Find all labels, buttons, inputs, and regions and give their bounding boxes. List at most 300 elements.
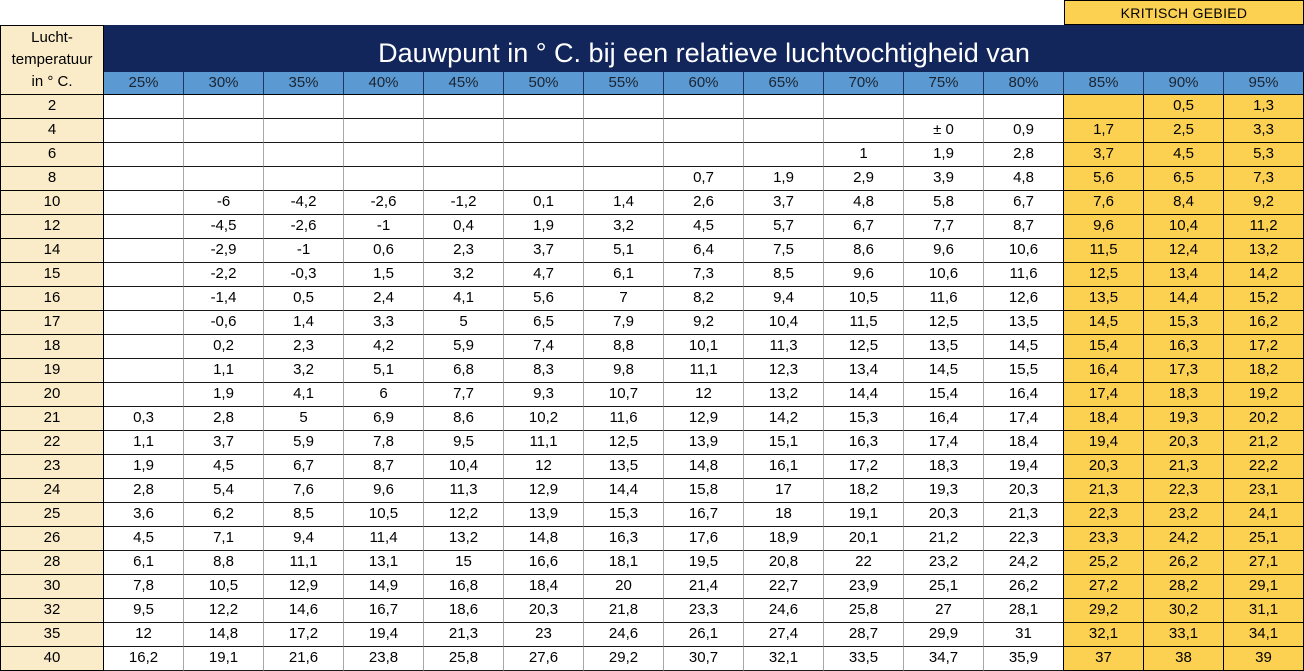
dewpoint-cell[interactable]: -4,2 (264, 191, 344, 215)
temp-row-header[interactable]: 18 (0, 335, 104, 359)
dewpoint-cell[interactable]: 2,3 (264, 335, 344, 359)
dewpoint-cell[interactable]: 16,3 (824, 431, 904, 455)
temp-row-header[interactable]: 17 (0, 311, 104, 335)
dewpoint-cell[interactable] (664, 95, 744, 119)
dewpoint-cell[interactable]: 7,9 (584, 311, 664, 335)
dewpoint-cell[interactable] (504, 119, 584, 143)
dewpoint-cell[interactable]: 12 (504, 455, 584, 479)
temp-row-header[interactable]: 21 (0, 407, 104, 431)
dewpoint-cell[interactable]: 21,3 (424, 623, 504, 647)
dewpoint-cell[interactable]: 30,7 (664, 647, 744, 671)
dewpoint-cell[interactable]: 0,6 (344, 239, 424, 263)
dewpoint-cell[interactable]: 3,3 (344, 311, 424, 335)
dewpoint-cell[interactable]: 17,4 (904, 431, 984, 455)
dewpoint-cell[interactable]: 15,3 (1144, 311, 1224, 335)
dewpoint-cell[interactable]: 32,1 (744, 647, 824, 671)
temp-row-header[interactable]: 22 (0, 431, 104, 455)
dewpoint-cell[interactable]: 21,3 (1144, 455, 1224, 479)
dewpoint-cell[interactable]: 12,6 (984, 287, 1064, 311)
dewpoint-cell[interactable]: 4,5 (664, 215, 744, 239)
dewpoint-cell[interactable]: 21,2 (904, 527, 984, 551)
dewpoint-cell[interactable]: 16,2 (1224, 311, 1304, 335)
dewpoint-cell[interactable]: 5,7 (744, 215, 824, 239)
dewpoint-cell[interactable] (424, 95, 504, 119)
dewpoint-cell[interactable]: 4,5 (104, 527, 184, 551)
dewpoint-cell[interactable]: -0,3 (264, 263, 344, 287)
temp-row-header[interactable]: 8 (0, 167, 104, 191)
dewpoint-cell[interactable]: 12,5 (904, 311, 984, 335)
dewpoint-cell[interactable]: 1,1 (104, 431, 184, 455)
dewpoint-cell[interactable]: 23,3 (664, 599, 744, 623)
dewpoint-cell[interactable]: 6,1 (104, 551, 184, 575)
dewpoint-cell[interactable]: 20,8 (744, 551, 824, 575)
dewpoint-cell[interactable] (104, 287, 184, 311)
temp-row-header[interactable]: 15 (0, 263, 104, 287)
dewpoint-cell[interactable]: 19,4 (1064, 431, 1144, 455)
dewpoint-cell[interactable]: 19,2 (1224, 383, 1304, 407)
dewpoint-cell[interactable]: 19,3 (904, 479, 984, 503)
dewpoint-cell[interactable]: 23,9 (824, 575, 904, 599)
dewpoint-cell[interactable]: 18,1 (584, 551, 664, 575)
dewpoint-cell[interactable]: 5,6 (504, 287, 584, 311)
dewpoint-cell[interactable]: 4,7 (504, 263, 584, 287)
dewpoint-cell[interactable]: 14,4 (1144, 287, 1224, 311)
dewpoint-cell[interactable]: 16,3 (584, 527, 664, 551)
dewpoint-cell[interactable]: 4,1 (424, 287, 504, 311)
dewpoint-cell[interactable]: 7,3 (1224, 167, 1304, 191)
dewpoint-cell[interactable] (344, 95, 424, 119)
dewpoint-cell[interactable]: 0,5 (264, 287, 344, 311)
dewpoint-cell[interactable]: 12,5 (824, 335, 904, 359)
dewpoint-cell[interactable] (984, 95, 1064, 119)
dewpoint-cell[interactable]: 3,2 (264, 359, 344, 383)
dewpoint-cell[interactable]: 10,4 (744, 311, 824, 335)
dewpoint-cell[interactable]: 10,4 (1144, 215, 1224, 239)
dewpoint-cell[interactable]: 8,7 (984, 215, 1064, 239)
dewpoint-cell[interactable]: 1,9 (504, 215, 584, 239)
dewpoint-cell[interactable]: 9,5 (104, 599, 184, 623)
dewpoint-cell[interactable] (104, 95, 184, 119)
dewpoint-cell[interactable]: -2,2 (184, 263, 264, 287)
dewpoint-cell[interactable]: 1,1 (184, 359, 264, 383)
dewpoint-cell[interactable]: 18,2 (1224, 359, 1304, 383)
dewpoint-cell[interactable]: 4,5 (184, 455, 264, 479)
dewpoint-cell[interactable]: 20,3 (984, 479, 1064, 503)
dewpoint-cell[interactable]: 37 (1064, 647, 1144, 671)
dewpoint-cell[interactable]: 8,3 (504, 359, 584, 383)
dewpoint-cell[interactable]: 16,6 (504, 551, 584, 575)
dewpoint-cell[interactable]: 18,4 (984, 431, 1064, 455)
dewpoint-cell[interactable]: 11,1 (504, 431, 584, 455)
dewpoint-cell[interactable]: 8,7 (344, 455, 424, 479)
dewpoint-cell[interactable]: 10,5 (824, 287, 904, 311)
dewpoint-cell[interactable]: 24,6 (584, 623, 664, 647)
temp-row-header[interactable]: 16 (0, 287, 104, 311)
dewpoint-cell[interactable]: -1 (264, 239, 344, 263)
dewpoint-cell[interactable]: 9,4 (744, 287, 824, 311)
dewpoint-cell[interactable]: 5,1 (584, 239, 664, 263)
dewpoint-cell[interactable]: 6,4 (664, 239, 744, 263)
dewpoint-cell[interactable]: 27 (904, 599, 984, 623)
dewpoint-cell[interactable]: 20,3 (1064, 455, 1144, 479)
temp-row-header[interactable]: 10 (0, 191, 104, 215)
dewpoint-cell[interactable] (1064, 95, 1144, 119)
dewpoint-cell[interactable] (424, 167, 504, 191)
dewpoint-cell[interactable]: 27,1 (1224, 551, 1304, 575)
dewpoint-cell[interactable]: 7,1 (184, 527, 264, 551)
dewpoint-cell[interactable]: 15,1 (744, 431, 824, 455)
dewpoint-cell[interactable]: 8,8 (584, 335, 664, 359)
dewpoint-cell[interactable] (104, 191, 184, 215)
dewpoint-cell[interactable]: 9,2 (1224, 191, 1304, 215)
dewpoint-cell[interactable]: 4,8 (824, 191, 904, 215)
dewpoint-cell[interactable]: 19,4 (984, 455, 1064, 479)
dewpoint-cell[interactable] (104, 335, 184, 359)
dewpoint-cell[interactable]: 3,7 (184, 431, 264, 455)
dewpoint-cell[interactable]: 1,7 (1064, 119, 1144, 143)
dewpoint-cell[interactable] (344, 143, 424, 167)
dewpoint-cell[interactable] (184, 167, 264, 191)
dewpoint-cell[interactable]: 27,6 (504, 647, 584, 671)
dewpoint-cell[interactable]: 33,5 (824, 647, 904, 671)
dewpoint-cell[interactable]: 7,4 (504, 335, 584, 359)
dewpoint-cell[interactable]: 9,4 (264, 527, 344, 551)
dewpoint-cell[interactable]: 11,3 (424, 479, 504, 503)
dewpoint-cell[interactable]: -2,6 (344, 191, 424, 215)
dewpoint-cell[interactable]: 13,9 (664, 431, 744, 455)
dewpoint-cell[interactable]: 28,2 (1144, 575, 1224, 599)
dewpoint-cell[interactable]: 13,5 (984, 311, 1064, 335)
dewpoint-cell[interactable]: 0,2 (184, 335, 264, 359)
dewpoint-cell[interactable]: 14,2 (744, 407, 824, 431)
dewpoint-cell[interactable]: 10,6 (904, 263, 984, 287)
temp-row-header[interactable]: 32 (0, 599, 104, 623)
dewpoint-cell[interactable]: 12,4 (1144, 239, 1224, 263)
temp-row-header[interactable]: 28 (0, 551, 104, 575)
dewpoint-cell[interactable]: 0,3 (104, 407, 184, 431)
dewpoint-cell[interactable]: 26,2 (984, 575, 1064, 599)
dewpoint-cell[interactable]: 10,6 (984, 239, 1064, 263)
dewpoint-cell[interactable]: 13,5 (584, 455, 664, 479)
dewpoint-cell[interactable]: 23,8 (344, 647, 424, 671)
dewpoint-cell[interactable]: 27,2 (1064, 575, 1144, 599)
dewpoint-cell[interactable]: 6,1 (584, 263, 664, 287)
dewpoint-cell[interactable]: 18,3 (1144, 383, 1224, 407)
dewpoint-cell[interactable] (584, 143, 664, 167)
dewpoint-cell[interactable]: 16,4 (1064, 359, 1144, 383)
dewpoint-cell[interactable] (104, 215, 184, 239)
dewpoint-cell[interactable]: 2,9 (824, 167, 904, 191)
dewpoint-cell[interactable]: 25,2 (1064, 551, 1144, 575)
dewpoint-cell[interactable]: 3,7 (1064, 143, 1144, 167)
dewpoint-cell[interactable]: 12,2 (184, 599, 264, 623)
dewpoint-cell[interactable]: 4,5 (1144, 143, 1224, 167)
dewpoint-cell[interactable]: 38 (1144, 647, 1224, 671)
dewpoint-cell[interactable]: 9,5 (424, 431, 504, 455)
dewpoint-cell[interactable]: 11,1 (664, 359, 744, 383)
dewpoint-cell[interactable]: 9,6 (824, 263, 904, 287)
temp-row-header[interactable]: 23 (0, 455, 104, 479)
dewpoint-cell[interactable] (424, 119, 504, 143)
dewpoint-cell[interactable]: 11,1 (264, 551, 344, 575)
dewpoint-cell[interactable]: 17,3 (1144, 359, 1224, 383)
dewpoint-cell[interactable]: 31 (984, 623, 1064, 647)
dewpoint-cell[interactable]: 10,5 (184, 575, 264, 599)
dewpoint-cell[interactable]: 12,9 (264, 575, 344, 599)
dewpoint-cell[interactable]: 39 (1224, 647, 1304, 671)
dewpoint-cell[interactable]: 27,4 (744, 623, 824, 647)
dewpoint-cell[interactable] (424, 143, 504, 167)
dewpoint-cell[interactable] (104, 119, 184, 143)
dewpoint-cell[interactable]: 22,3 (1144, 479, 1224, 503)
dewpoint-cell[interactable]: 14,8 (184, 623, 264, 647)
dewpoint-cell[interactable]: 16,7 (664, 503, 744, 527)
dewpoint-cell[interactable]: 28,1 (984, 599, 1064, 623)
dewpoint-cell[interactable]: 21,6 (264, 647, 344, 671)
dewpoint-cell[interactable]: 1,9 (184, 383, 264, 407)
dewpoint-cell[interactable]: 33,1 (1144, 623, 1224, 647)
dewpoint-cell[interactable]: 5,9 (264, 431, 344, 455)
dewpoint-cell[interactable]: 16,4 (904, 407, 984, 431)
dewpoint-cell[interactable]: 3,7 (504, 239, 584, 263)
temp-row-header[interactable]: 12 (0, 215, 104, 239)
dewpoint-cell[interactable]: 12 (104, 623, 184, 647)
dewpoint-cell[interactable]: 13,2 (1224, 239, 1304, 263)
dewpoint-cell[interactable]: 3,3 (1224, 119, 1304, 143)
dewpoint-cell[interactable]: 10,5 (344, 503, 424, 527)
dewpoint-cell[interactable]: -4,5 (184, 215, 264, 239)
dewpoint-cell[interactable]: 31,1 (1224, 599, 1304, 623)
dewpoint-cell[interactable] (344, 167, 424, 191)
dewpoint-cell[interactable] (664, 143, 744, 167)
dewpoint-cell[interactable] (264, 143, 344, 167)
dewpoint-cell[interactable]: 10,1 (664, 335, 744, 359)
dewpoint-cell[interactable]: 21,8 (584, 599, 664, 623)
dewpoint-cell[interactable]: 24,1 (1224, 503, 1304, 527)
dewpoint-cell[interactable] (824, 119, 904, 143)
dewpoint-cell[interactable] (824, 95, 904, 119)
dewpoint-cell[interactable] (104, 143, 184, 167)
dewpoint-cell[interactable]: 12,5 (584, 431, 664, 455)
dewpoint-cell[interactable]: 0,4 (424, 215, 504, 239)
dewpoint-cell[interactable]: 5 (264, 407, 344, 431)
dewpoint-cell[interactable]: 6,5 (1144, 167, 1224, 191)
dewpoint-cell[interactable]: 15,3 (824, 407, 904, 431)
dewpoint-cell[interactable]: 16,7 (344, 599, 424, 623)
dewpoint-cell[interactable]: 4,2 (344, 335, 424, 359)
temp-row-header[interactable]: 24 (0, 479, 104, 503)
dewpoint-cell[interactable]: 20 (584, 575, 664, 599)
dewpoint-cell[interactable] (504, 95, 584, 119)
dewpoint-cell[interactable]: 16,2 (104, 647, 184, 671)
dewpoint-cell[interactable] (264, 95, 344, 119)
dewpoint-cell[interactable]: 13,4 (824, 359, 904, 383)
dewpoint-cell[interactable]: 23 (504, 623, 584, 647)
dewpoint-cell[interactable] (584, 167, 664, 191)
dewpoint-cell[interactable]: 13,1 (344, 551, 424, 575)
dewpoint-cell[interactable]: -1,2 (424, 191, 504, 215)
dewpoint-cell[interactable]: 14,9 (344, 575, 424, 599)
dewpoint-cell[interactable]: 6 (344, 383, 424, 407)
dewpoint-cell[interactable]: 15 (424, 551, 504, 575)
dewpoint-cell[interactable]: 1,5 (344, 263, 424, 287)
dewpoint-cell[interactable]: 25,8 (824, 599, 904, 623)
dewpoint-cell[interactable]: 0,9 (984, 119, 1064, 143)
dewpoint-cell[interactable]: 8,5 (744, 263, 824, 287)
dewpoint-cell[interactable]: 8,2 (664, 287, 744, 311)
dewpoint-cell[interactable]: -0,6 (184, 311, 264, 335)
dewpoint-cell[interactable]: 3,9 (904, 167, 984, 191)
dewpoint-cell[interactable]: 25,1 (904, 575, 984, 599)
dewpoint-cell[interactable] (104, 359, 184, 383)
dewpoint-cell[interactable]: 0,7 (664, 167, 744, 191)
dewpoint-cell[interactable]: 5 (424, 311, 504, 335)
dewpoint-cell[interactable]: 17,6 (664, 527, 744, 551)
dewpoint-cell[interactable]: 1,9 (904, 143, 984, 167)
dewpoint-cell[interactable]: 19,4 (344, 623, 424, 647)
dewpoint-cell[interactable]: 6,7 (984, 191, 1064, 215)
dewpoint-cell[interactable]: 24,2 (1144, 527, 1224, 551)
dewpoint-cell[interactable]: 6,5 (504, 311, 584, 335)
temp-row-header[interactable]: 19 (0, 359, 104, 383)
dewpoint-cell[interactable]: 16,8 (424, 575, 504, 599)
dewpoint-cell[interactable]: 1,4 (264, 311, 344, 335)
dewpoint-cell[interactable]: 11,2 (1224, 215, 1304, 239)
dewpoint-cell[interactable] (904, 95, 984, 119)
dewpoint-cell[interactable]: 2,3 (424, 239, 504, 263)
dewpoint-cell[interactable] (184, 119, 264, 143)
dewpoint-cell[interactable]: 26,2 (1144, 551, 1224, 575)
dewpoint-cell[interactable] (104, 263, 184, 287)
dewpoint-cell[interactable]: 15,5 (984, 359, 1064, 383)
dewpoint-cell[interactable]: 14,6 (264, 599, 344, 623)
dewpoint-cell[interactable]: 18,4 (1064, 407, 1144, 431)
dewpoint-cell[interactable]: 10,4 (424, 455, 504, 479)
temp-row-header[interactable]: 14 (0, 239, 104, 263)
dewpoint-cell[interactable]: 23,3 (1064, 527, 1144, 551)
dewpoint-cell[interactable]: 7,6 (1064, 191, 1144, 215)
dewpoint-cell[interactable]: 2,8 (984, 143, 1064, 167)
dewpoint-cell[interactable]: 11,5 (1064, 239, 1144, 263)
dewpoint-cell[interactable]: 8,5 (264, 503, 344, 527)
dewpoint-cell[interactable]: 6,8 (424, 359, 504, 383)
dewpoint-cell[interactable]: 11,6 (584, 407, 664, 431)
dewpoint-cell[interactable] (584, 119, 664, 143)
dewpoint-cell[interactable]: 18,6 (424, 599, 504, 623)
dewpoint-cell[interactable]: 2,5 (1144, 119, 1224, 143)
dewpoint-cell[interactable]: -1,4 (184, 287, 264, 311)
dewpoint-cell[interactable]: 5,6 (1064, 167, 1144, 191)
dewpoint-cell[interactable]: 18,9 (744, 527, 824, 551)
temp-row-header[interactable]: 2 (0, 95, 104, 119)
dewpoint-cell[interactable]: 20,1 (824, 527, 904, 551)
dewpoint-cell[interactable]: 14,8 (664, 455, 744, 479)
dewpoint-cell[interactable]: 19,5 (664, 551, 744, 575)
dewpoint-cell[interactable]: 10,7 (584, 383, 664, 407)
dewpoint-cell[interactable]: 21,3 (984, 503, 1064, 527)
dewpoint-cell[interactable]: 18 (744, 503, 824, 527)
dewpoint-cell[interactable]: 22,3 (1064, 503, 1144, 527)
dewpoint-cell[interactable]: 12,2 (424, 503, 504, 527)
dewpoint-cell[interactable] (264, 119, 344, 143)
dewpoint-cell[interactable]: 20,3 (504, 599, 584, 623)
dewpoint-cell[interactable]: 8,6 (824, 239, 904, 263)
dewpoint-cell[interactable]: 1,4 (584, 191, 664, 215)
dewpoint-cell[interactable]: 4,8 (984, 167, 1064, 191)
dewpoint-cell[interactable] (744, 119, 824, 143)
dewpoint-cell[interactable]: 25,8 (424, 647, 504, 671)
dewpoint-cell[interactable]: 29,2 (1064, 599, 1144, 623)
dewpoint-cell[interactable]: 6,9 (344, 407, 424, 431)
dewpoint-cell[interactable]: 1,9 (104, 455, 184, 479)
temp-row-header[interactable]: 40 (0, 647, 104, 671)
dewpoint-cell[interactable] (344, 119, 424, 143)
dewpoint-cell[interactable]: 6,7 (264, 455, 344, 479)
dewpoint-cell[interactable]: 16,3 (1144, 335, 1224, 359)
dewpoint-cell[interactable]: 29,2 (584, 647, 664, 671)
dewpoint-cell[interactable]: 23,2 (1144, 503, 1224, 527)
dewpoint-cell[interactable]: 7,8 (104, 575, 184, 599)
dewpoint-cell[interactable]: 22,3 (984, 527, 1064, 551)
dewpoint-cell[interactable]: 12,9 (664, 407, 744, 431)
dewpoint-cell[interactable]: 5,1 (344, 359, 424, 383)
dewpoint-cell[interactable]: -2,9 (184, 239, 264, 263)
dewpoint-cell[interactable]: 2,4 (344, 287, 424, 311)
dewpoint-cell[interactable]: 18,2 (824, 479, 904, 503)
dewpoint-cell[interactable]: 20,3 (904, 503, 984, 527)
dewpoint-cell[interactable]: 13,2 (744, 383, 824, 407)
dewpoint-cell[interactable]: 13,2 (424, 527, 504, 551)
dewpoint-cell[interactable]: 19,1 (184, 647, 264, 671)
dewpoint-cell[interactable]: 5,9 (424, 335, 504, 359)
dewpoint-cell[interactable]: 9,8 (584, 359, 664, 383)
dewpoint-cell[interactable]: 30,2 (1144, 599, 1224, 623)
dewpoint-cell[interactable]: 16,4 (984, 383, 1064, 407)
dewpoint-cell[interactable]: 14,4 (584, 479, 664, 503)
dewpoint-cell[interactable]: 3,7 (744, 191, 824, 215)
dewpoint-cell[interactable]: 3,6 (104, 503, 184, 527)
dewpoint-cell[interactable]: 5,8 (904, 191, 984, 215)
dewpoint-cell[interactable]: 34,1 (1224, 623, 1304, 647)
dewpoint-cell[interactable]: 5,3 (1224, 143, 1304, 167)
dewpoint-cell[interactable]: 15,3 (584, 503, 664, 527)
dewpoint-cell[interactable]: 9,3 (504, 383, 584, 407)
dewpoint-cell[interactable]: 17,4 (984, 407, 1064, 431)
dewpoint-cell[interactable]: 8,6 (424, 407, 504, 431)
dewpoint-cell[interactable]: -6 (184, 191, 264, 215)
dewpoint-cell[interactable]: 1,3 (1224, 95, 1304, 119)
dewpoint-cell[interactable]: 23,1 (1224, 479, 1304, 503)
dewpoint-cell[interactable]: 9,6 (344, 479, 424, 503)
dewpoint-cell[interactable]: 32,1 (1064, 623, 1144, 647)
dewpoint-cell[interactable]: 28,7 (824, 623, 904, 647)
dewpoint-cell[interactable]: 13,9 (504, 503, 584, 527)
dewpoint-cell[interactable]: 25,1 (1224, 527, 1304, 551)
dewpoint-cell[interactable]: 14,5 (984, 335, 1064, 359)
dewpoint-cell[interactable]: 9,2 (664, 311, 744, 335)
dewpoint-cell[interactable]: 3,2 (424, 263, 504, 287)
temp-row-header[interactable]: 4 (0, 119, 104, 143)
dewpoint-cell[interactable] (744, 143, 824, 167)
dewpoint-cell[interactable]: 18,4 (504, 575, 584, 599)
dewpoint-cell[interactable]: 12,9 (504, 479, 584, 503)
dewpoint-cell[interactable]: 10,2 (504, 407, 584, 431)
dewpoint-cell[interactable]: 34,7 (904, 647, 984, 671)
dewpoint-cell[interactable]: 12 (664, 383, 744, 407)
dewpoint-cell[interactable]: 1,9 (744, 167, 824, 191)
dewpoint-cell[interactable] (104, 311, 184, 335)
dewpoint-cell[interactable]: 12,5 (1064, 263, 1144, 287)
